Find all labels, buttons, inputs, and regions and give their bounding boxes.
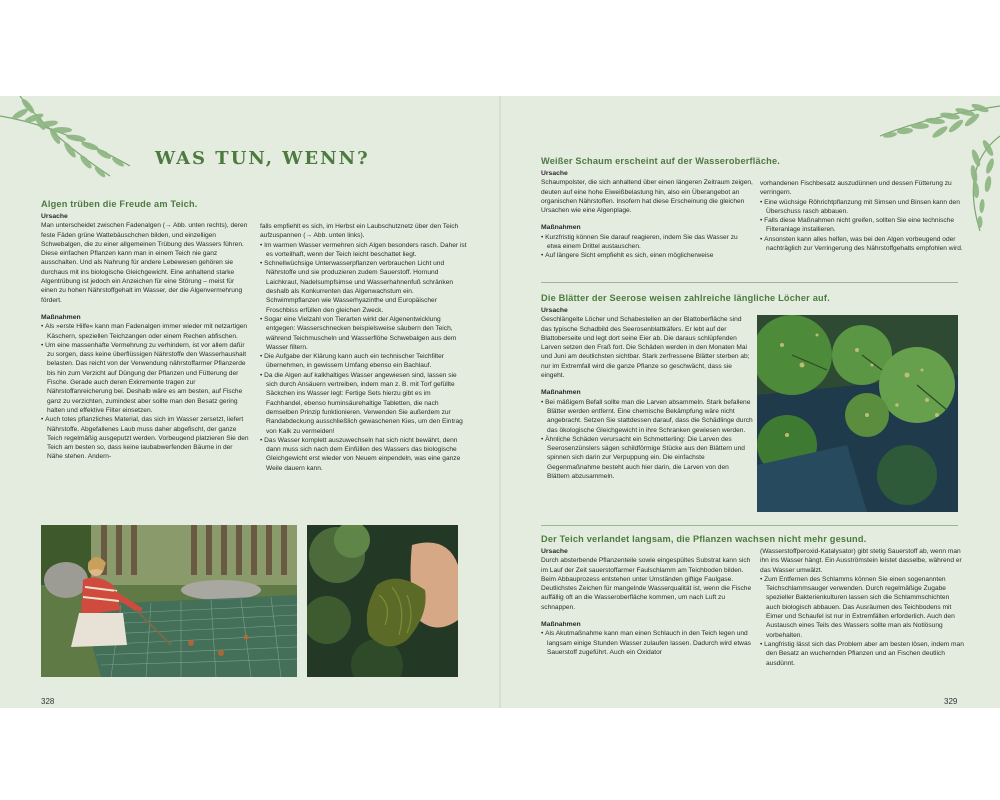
measures-label: Maßnahmen	[541, 389, 581, 397]
paragraph-continued: vorhandenen Fischbesatz auszudünnen und dessen Fütterung zu verringern.	[760, 180, 952, 197]
algae-column-1	[41, 212, 249, 462]
section-heading-algae: Algen trüben die Freude am Teich.	[41, 199, 198, 209]
cause-label: Ursache	[541, 307, 568, 314]
list-item: • Eine wüchsige Röhrichtpflanzung mit Simsen und Binsen kann den Überschuss rasch abbauen.	[760, 198, 965, 217]
cause-text: Durch absterbende Pflanzenteile sowie eingespültes Substrat kann sich im Lauf der Zeit sauerstoffarmer Faulschlamm am Teichboden bilden. Beim Abbauprozess entstehen unter Umständen giftige Faulgase. Deutlichstes Zeichen für mangelnde Wasserqualität ist, wenn die Fische auffällig oft an die Wasseroberfläche kommen, um nach Luft zu schnappen.	[541, 557, 752, 611]
list-item: • Um eine massenhafte Vermehrung zu verhindern, ist vor allem dafür zu sorgen, dass keine überflüssigen Nährstoffe den Wasserhaushalt belasten. Das reicht von der Verwendung nährstoffarmer Pflanzerde bis hin zum Verzicht auf Düngung der Pflanzen und Fütterung der Fische. Gerade auch deren Exkremente tragen zur Nährstoffanreicherung bei. Deshalb wäre es am besten, auf Fische ganz zu verzichten, zumindest aber sollte man den Besatz gering halten und effektive Filter einsetzen.	[41, 341, 249, 415]
section-heading-silting: Der Teich verlandet langsam, die Pflanzen wachsen nicht mehr gesund.	[541, 534, 867, 544]
list-item: • Auch totes pflanzliches Material, das sich im Wasser zersetzt, liefert Nährstoffe. Abgefallenes Laub muss daher abgefischt, der ganze Teich regelmäßig ausgeputzt werden. Vorbeugend platzieren Sie den Teich am besten so, dass keine laubabwerfenden Bäume in der Nähe stehen. Andern-	[41, 415, 249, 461]
list-item: • Die Aufgabe der Klärung kann auch ein technischer Teichfilter übernehmen, in gewissem Umfang ebenso ein Bachlauf.	[260, 352, 468, 371]
list-item: • Auf längere Sicht empfiehlt es sich, einen möglicherweise	[541, 251, 753, 260]
cause-label: Ursache	[41, 213, 68, 220]
cause-label: Ursache	[541, 170, 568, 177]
page-gutter	[499, 96, 501, 708]
book-spread	[0, 96, 1000, 708]
measures-label: Maßnahmen	[541, 621, 581, 629]
list-item: • Da die Algen auf kalkhaltiges Wasser angewiesen sind, lassen sie sich durch Ansäuern vertreiben, indem man z. B. mit Torf gefüllte Säckchen ins Wasser legt: Fertige Sets hierzu gibt es im Fachhandel, ebenso huminsäurehaltige Tabletten, die nach demselben Prinzip funktionieren. Verwenden Sie außerdem zur Randabdeckung ausschließlich gewaschenen Kies, um den Eintrag von Kalk zu vermeiden!	[260, 371, 468, 436]
list-item: • Langfristig lässt sich das Problem aber am besten lösen, indem man den Besatz an wuchernden Pflanzen und an Fischen deutlich ausdünnt.	[760, 640, 965, 668]
list-item: • Falls diese Maßnahmen nicht greifen, sollten Sie eine technische Filteranlage installieren.	[760, 216, 965, 235]
measures-list	[760, 198, 965, 254]
list-item: • Zum Entfernen des Schlamms können Sie einen sogenannten Teichschlammsauger verwenden. Durch regelmäßige Zugabe spezieller Bakterienkulturen lassen sich die Schlammschichten auch biologisch abbauen. Das Ausräumen des Teichbodens mit Eimer und Schaufel ist nur in Extremfällen erforderlich. Auch den Austausch eines Teils des Wassers sollte man als Notlösung vorbehalten.	[760, 575, 965, 640]
cause-text: Geschlängelte Löcher und Schabestellen an der Blattoberfläche sind das typische Schadbild des Seerosenblattkäfers. Er lebt auf der Blattoberseite und legt dort seine Eier ab. Die daraus schlüpfenden Larven setzen den Fraß fort. Die Schäden werden in den Monaten Mai und Juni am deutlichsten sichtbar. Stark zerfressene Blätter sterben ab; nur im Extremfall wird die ganze Pflanze so geschwächt, dass sie eingeht.	[541, 316, 750, 380]
water-lily-text	[541, 306, 753, 481]
measures-list	[541, 398, 753, 482]
page-number-left: 328	[41, 697, 55, 706]
photo-pond-netting	[41, 525, 297, 677]
silting-column-1	[541, 547, 753, 657]
list-item: • Schnellwüchsige Unterwasserpflanzen verbrauchen Licht und Nährstoffe und sie produzieren zudem Sauerstoff. Hornund Laichkraut, Nadelsumpfsimse und Wasserhahnenfuß schränken deshalb als Konkurrenten das Algenwachstum ein. Schwimmpflanzen wie Wasserhyazinthe und Europäischer Froschbiss erfüllen den gleichen Zweck.	[260, 259, 468, 315]
measures-list	[541, 629, 753, 657]
list-item: • Im warmen Wasser vermehren sich Algen besonders rasch. Daher ist es vorteilhaft, wenn der Teich leicht beschattet liegt.	[260, 241, 468, 260]
list-item: • Sogar eine Vielzahl von Tierarten wirkt der Algenentwicklung entgegen: Wasserschnecken beispielsweise säubern den Teich, während Teichmuscheln und Wasserflöhe Schwebalgen aus dem Wasser filtern.	[260, 315, 468, 352]
list-item: • Ähnliche Schäden verursacht ein Schmetterling: Die Larven des Seerosenzünslers sägen schildförmige Stücke aus den Blättern und spinnen sich darin zur Verpuppung ein. Die einfachste Gegenmaßnahme besteht auch hier darin, die Larven von den Blättern abzusammeln.	[541, 435, 753, 481]
page-number-right: 329	[944, 697, 958, 706]
list-item: • Kurzfristig können Sie darauf reagieren, indem Sie das Wasser zu etwa einem Drittel austauschen.	[541, 233, 753, 252]
measures-label: Maßnahmen	[541, 224, 581, 232]
list-item: • Ansonsten kann alles helfen, was bei den Algen vorbeugend oder nachträglich zur Verringerung des Nährstoffgehalts empfohlen wird.	[760, 235, 965, 254]
cause-text: Man unterscheidet zwischen Fadenalgen (→ Abb. unten rechts), deren feste Fäden grüne Wattebäuschchen bilden, und einzelligen Schwebalgen, die zu einer allgemeinen Trübung des Wassers führen. Diese einfachen Pflanzen kann man in einem Teich nie ganz ausschalten. Und als Nahrung für andere Lebewesen gehören sie durchaus mit ins biologische Gleichgewicht. Eine anhaltend starke Algentrübung ist jedoch ein Anzeichen für eine Störung – meist für einen zu hohen Nährstoffgehalt im Wasser, der die Algenvermehrung fördert.	[41, 222, 248, 304]
foam-column-2	[760, 179, 965, 253]
list-item: • Als Akutmaßnahme kann man einen Schlauch in den Teich legen und langsam einige Stunden Wasser zulaufen lassen. Dadurch wird etwas Sauerstoff zugeführt. Auch ein Oxidator	[541, 629, 753, 657]
photo-water-lily-leaves	[757, 315, 958, 512]
page-title: WAS TUN, WENN?	[155, 148, 370, 169]
measures-list	[41, 322, 249, 461]
section-divider	[541, 525, 958, 526]
measures-list	[260, 241, 468, 473]
paragraph-continued: (Wasserstoffperoxid-Katalysator) gibt stetig Sauerstoff ab, wenn man ihn ins Wasser hängt. Ein Ausströmstein leistet dasselbe, während er das Wasser umwälzt.	[760, 548, 962, 574]
section-heading-foam: Weißer Schaum erscheint auf der Wasseroberfläche.	[541, 156, 781, 166]
measures-list	[760, 575, 965, 668]
fern-illustration-left	[0, 96, 140, 186]
photo-filament-algae	[307, 525, 458, 677]
cause-text: Schaumpolster, die sich anhaltend über einen längeren Zeitraum zeigen, deuten auf eine hohe Eiweißbelastung hin, also ein Überangebot an organischen Nährstoffen. Insofern hat diese Erscheinung die gleichen Ursachen wie eine Algenplage.	[541, 179, 753, 215]
measures-list	[541, 233, 753, 261]
section-divider	[541, 282, 958, 283]
paragraph-continued: falls empfiehlt es sich, im Herbst ein Laubschutznetz über den Teich aufzuspannen (→ Abb. unten links).	[260, 223, 459, 240]
foam-column-1	[541, 169, 753, 261]
section-heading-water-lily: Die Blätter der Seerose weisen zahlreiche längliche Löcher auf.	[541, 293, 830, 303]
list-item: • Bei mäßigem Befall sollte man die Larven absammeln. Stark befallene Blätter werden entfernt. Eine chemische Bekämpfung wäre nicht angebracht. Setzen Sie stattdessen darauf, dass die Schädlinge durch das ökologische Gleichgewicht in ihre Schranken gewiesen werden.	[541, 398, 753, 435]
silting-column-2	[760, 547, 965, 668]
cause-label: Ursache	[541, 548, 568, 555]
measures-label: Maßnahmen	[41, 313, 81, 321]
list-item: • Als »erste Hilfe« kann man Fadenalgen immer wieder mit netzartigen Käschern, speziellen Teichzangen oder einem Rechen abfischen.	[41, 322, 249, 341]
algae-column-2	[260, 222, 468, 473]
list-item: • Das Wasser komplett auszuwechseln hat sich nicht bewährt, denn dann muss sich nach dem Einfüllen des Wassers das biologische Gleichgewicht erst wieder von Neuem einpendeln, was eine ganze Weile dauern kann.	[260, 436, 468, 473]
